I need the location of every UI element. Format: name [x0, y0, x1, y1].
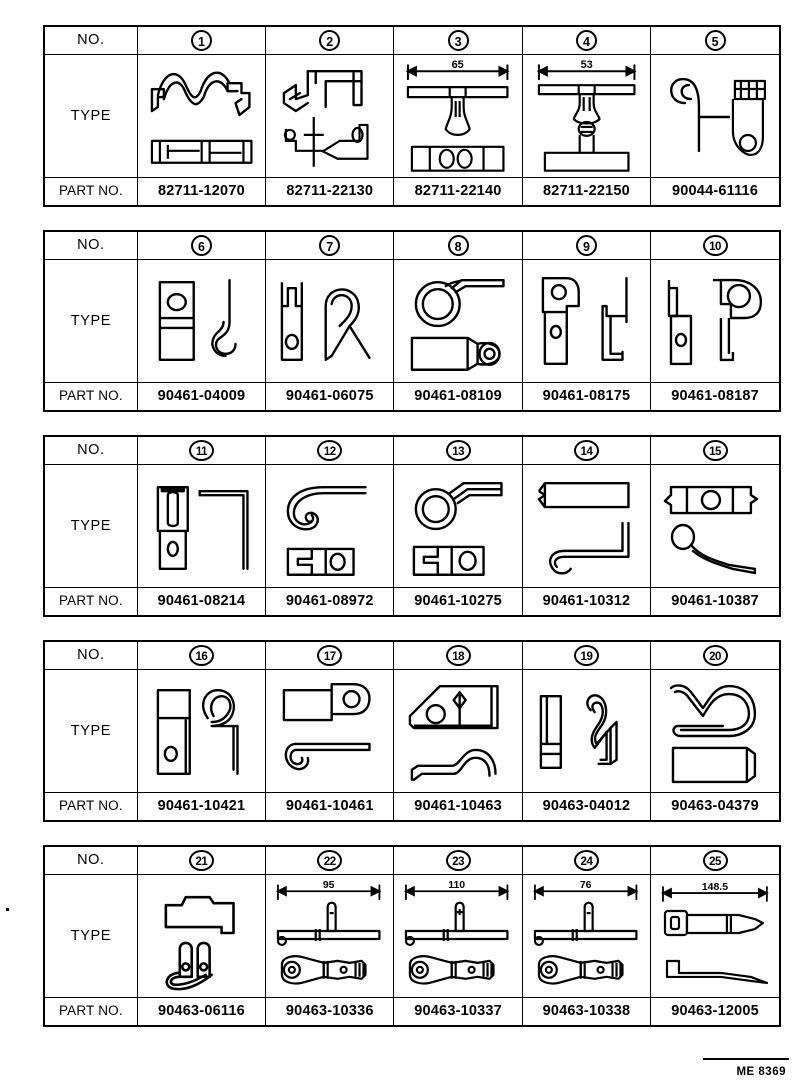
index-circle: 14 — [574, 440, 599, 461]
index-cell — [266, 642, 394, 669]
cable-tie-110-drawing — [394, 875, 521, 997]
header-part-no: PART NO. — [45, 382, 137, 410]
part-number-cell: 90461-08972 — [266, 587, 394, 615]
index-cell — [137, 27, 265, 54]
part-drawing-cell — [522, 464, 650, 587]
index-cell — [137, 232, 265, 259]
strap-tie-148-5-drawing — [651, 875, 779, 997]
part-drawing-cell — [394, 259, 522, 382]
part-drawing-cell — [394, 669, 522, 792]
index-cell — [266, 27, 394, 54]
header-type: TYPE — [45, 669, 137, 792]
part-number-cell: 90461-08187 — [651, 382, 779, 410]
angled-bracket-clip-drawing — [266, 55, 393, 177]
part-number-cell: 90461-04009 — [137, 382, 265, 410]
table-row-no — [45, 232, 779, 259]
part-drawing-cell — [266, 464, 394, 587]
part-number-cell: 90461-08109 — [394, 382, 522, 410]
part-number-cell: 90461-06075 — [266, 382, 394, 410]
dimension-label: 76 — [579, 879, 592, 891]
part-drawing-cell — [651, 54, 779, 177]
part-drawing-cell — [137, 259, 265, 382]
ring-clamp-and-fork-plate-drawing — [394, 465, 521, 587]
part-number-cell: 90463-06116 — [137, 997, 265, 1025]
index-circle: 22 — [317, 850, 342, 871]
dimension-label: 110 — [448, 879, 466, 891]
part-drawing-cell — [651, 669, 779, 792]
slot-tab-and-l-wire-drawing — [138, 465, 265, 587]
tab-plate-and-loop-wire-drawing — [138, 670, 265, 792]
header-type: TYPE — [45, 874, 137, 997]
parts-block-4 — [43, 640, 781, 822]
part-drawing-cell — [266, 874, 394, 997]
part-drawing-cell — [522, 874, 650, 997]
footer-rule — [703, 1058, 789, 1060]
index-cell — [394, 232, 522, 259]
table-row-no — [45, 642, 779, 669]
index-cell — [522, 847, 650, 874]
part-number-cell: 90461-08175 — [522, 382, 650, 410]
dimension-label: 95 — [322, 879, 335, 891]
index-cell — [522, 642, 650, 669]
footer-code: ME 8369 — [736, 1066, 786, 1078]
hook-wire-bracket-drawing — [651, 55, 779, 177]
table-row-type — [45, 259, 779, 382]
index-cell — [137, 642, 265, 669]
part-drawing-cell — [394, 54, 522, 177]
table-row-type — [45, 669, 779, 792]
index-circle: 25 — [703, 850, 728, 871]
index-circle: 9 — [576, 235, 597, 256]
table-row-partno — [45, 997, 779, 1025]
index-circle: 6 — [191, 235, 212, 256]
index-circle: 3 — [448, 30, 469, 51]
part-drawing-cell — [522, 54, 650, 177]
pin-and-spring-clip-drawing — [523, 670, 650, 792]
edge-registration-mark — [6, 908, 9, 911]
index-circle: 2 — [319, 30, 340, 51]
part-number-cell: 90461-10275 — [394, 587, 522, 615]
part-number-cell: 90463-10337 — [394, 997, 522, 1025]
index-cell — [137, 437, 265, 464]
index-cell — [522, 232, 650, 259]
part-drawing-cell — [137, 874, 265, 997]
index-cell — [394, 27, 522, 54]
cover-plate-and-twin-clip-drawing — [138, 875, 265, 997]
wave-clip-drawing — [138, 55, 265, 177]
bracket-and-eye-plate-drawing — [651, 260, 779, 382]
index-circle: 24 — [574, 850, 599, 871]
index-cell — [266, 232, 394, 259]
index-cell — [394, 642, 522, 669]
header-part-no: PART NO. — [45, 792, 137, 820]
table-row-partno — [45, 177, 779, 205]
index-circle: 20 — [703, 645, 728, 666]
eye-plate-and-coil-wire-drawing — [651, 465, 779, 587]
index-circle: 7 — [319, 235, 340, 256]
wedge-plate-and-arch-wire-drawing — [394, 670, 521, 792]
part-number-cell: 82711-12070 — [137, 177, 265, 205]
index-circle: 18 — [446, 645, 471, 666]
part-drawing-cell — [522, 259, 650, 382]
part-number-cell: 90044-61116 — [651, 177, 779, 205]
index-circle: 23 — [446, 850, 471, 871]
c-hook-and-fork-plate-drawing — [266, 465, 393, 587]
header-no: NO. — [45, 437, 137, 464]
header-part-no: PART NO. — [45, 177, 137, 205]
part-drawing-cell — [266, 54, 394, 177]
part-drawing-cell — [651, 259, 779, 382]
part-drawing-cell — [394, 874, 522, 997]
part-drawing-cell — [137, 54, 265, 177]
index-cell — [266, 847, 394, 874]
t-anchor-clip-65-drawing — [394, 55, 521, 177]
part-number-cell: 82711-22150 — [522, 177, 650, 205]
index-cell — [266, 437, 394, 464]
header-no: NO. — [45, 27, 137, 54]
header-type: TYPE — [45, 54, 137, 177]
dimension-label: 148.5 — [701, 881, 729, 893]
part-drawing-cell — [266, 259, 394, 382]
eye-block-and-hook-wire-drawing — [266, 670, 393, 792]
header-type: TYPE — [45, 464, 137, 587]
part-drawing-cell — [394, 464, 522, 587]
tab-plate-and-hook-drawing — [138, 260, 265, 382]
part-number-cell: 90461-10461 — [266, 792, 394, 820]
index-circle: 15 — [703, 440, 728, 461]
part-number-cell: 90461-10421 — [137, 792, 265, 820]
index-circle: 21 — [189, 850, 214, 871]
part-number-cell: 90463-10336 — [266, 997, 394, 1025]
dimension-label: 65 — [452, 58, 465, 71]
index-cell — [522, 27, 650, 54]
index-cell — [651, 642, 779, 669]
index-circle: 5 — [705, 30, 726, 51]
header-no: NO. — [45, 232, 137, 259]
part-drawing-cell — [522, 669, 650, 792]
part-drawing-cell — [651, 464, 779, 587]
table-row-type — [45, 464, 779, 587]
table-row-type — [45, 54, 779, 177]
table-row-no — [45, 847, 779, 874]
taper-bar-and-z-wire-drawing — [523, 465, 650, 587]
table-row-partno — [45, 792, 779, 820]
part-number-cell: 90461-10387 — [651, 587, 779, 615]
paddle-tab-and-j-wire-drawing — [523, 260, 650, 382]
parts-block-2 — [43, 230, 781, 412]
index-circle: 11 — [189, 440, 214, 461]
index-cell — [651, 27, 779, 54]
part-number-cell: 90463-04012 — [522, 792, 650, 820]
header-part-no: PART NO. — [45, 997, 137, 1025]
cable-tie-76-drawing — [523, 875, 650, 997]
part-drawing-cell — [137, 669, 265, 792]
fork-tab-and-loop-wire-drawing — [266, 260, 393, 382]
part-number-cell: 90463-10338 — [522, 997, 650, 1025]
index-circle: 16 — [189, 645, 214, 666]
table-row-no — [45, 27, 779, 54]
header-no: NO. — [45, 642, 137, 669]
index-circle: 8 — [448, 235, 469, 256]
header-no: NO. — [45, 847, 137, 874]
table-row-partno — [45, 587, 779, 615]
index-circle: 13 — [446, 440, 471, 461]
part-drawing-cell — [651, 874, 779, 997]
parts-block-1 — [43, 25, 781, 207]
part-number-cell: 82711-22130 — [266, 177, 394, 205]
t-anchor-clip-53-drawing — [523, 55, 650, 177]
table-row-partno — [45, 382, 779, 410]
parts-block-5 — [43, 845, 781, 1027]
header-type: TYPE — [45, 259, 137, 382]
index-circle: 19 — [574, 645, 599, 666]
part-drawing-cell — [266, 669, 394, 792]
index-circle: 12 — [317, 440, 342, 461]
part-number-cell: 90461-08214 — [137, 587, 265, 615]
dimension-label: 53 — [580, 58, 593, 71]
part-number-cell: 90461-10463 — [394, 792, 522, 820]
header-part-no: PART NO. — [45, 587, 137, 615]
part-drawing-cell — [137, 464, 265, 587]
parts-block-3 — [43, 435, 781, 617]
index-cell — [651, 437, 779, 464]
index-cell — [137, 847, 265, 874]
index-circle: 4 — [576, 30, 597, 51]
index-circle: 17 — [317, 645, 342, 666]
table-row-no — [45, 437, 779, 464]
ring-clamp-and-block-drawing — [394, 260, 521, 382]
cable-tie-95-drawing — [266, 875, 393, 997]
part-number-cell: 82711-22140 — [394, 177, 522, 205]
index-cell — [394, 847, 522, 874]
part-number-cell: 90463-12005 — [651, 997, 779, 1025]
index-cell — [394, 437, 522, 464]
s-wire-and-pad-drawing — [651, 670, 779, 792]
index-circle: 1 — [191, 30, 212, 51]
table-row-type — [45, 874, 779, 997]
index-circle: 10 — [703, 235, 728, 256]
part-number-cell: 90463-04379 — [651, 792, 779, 820]
index-cell — [651, 232, 779, 259]
part-number-cell: 90461-10312 — [522, 587, 650, 615]
index-cell — [651, 847, 779, 874]
index-cell — [522, 437, 650, 464]
